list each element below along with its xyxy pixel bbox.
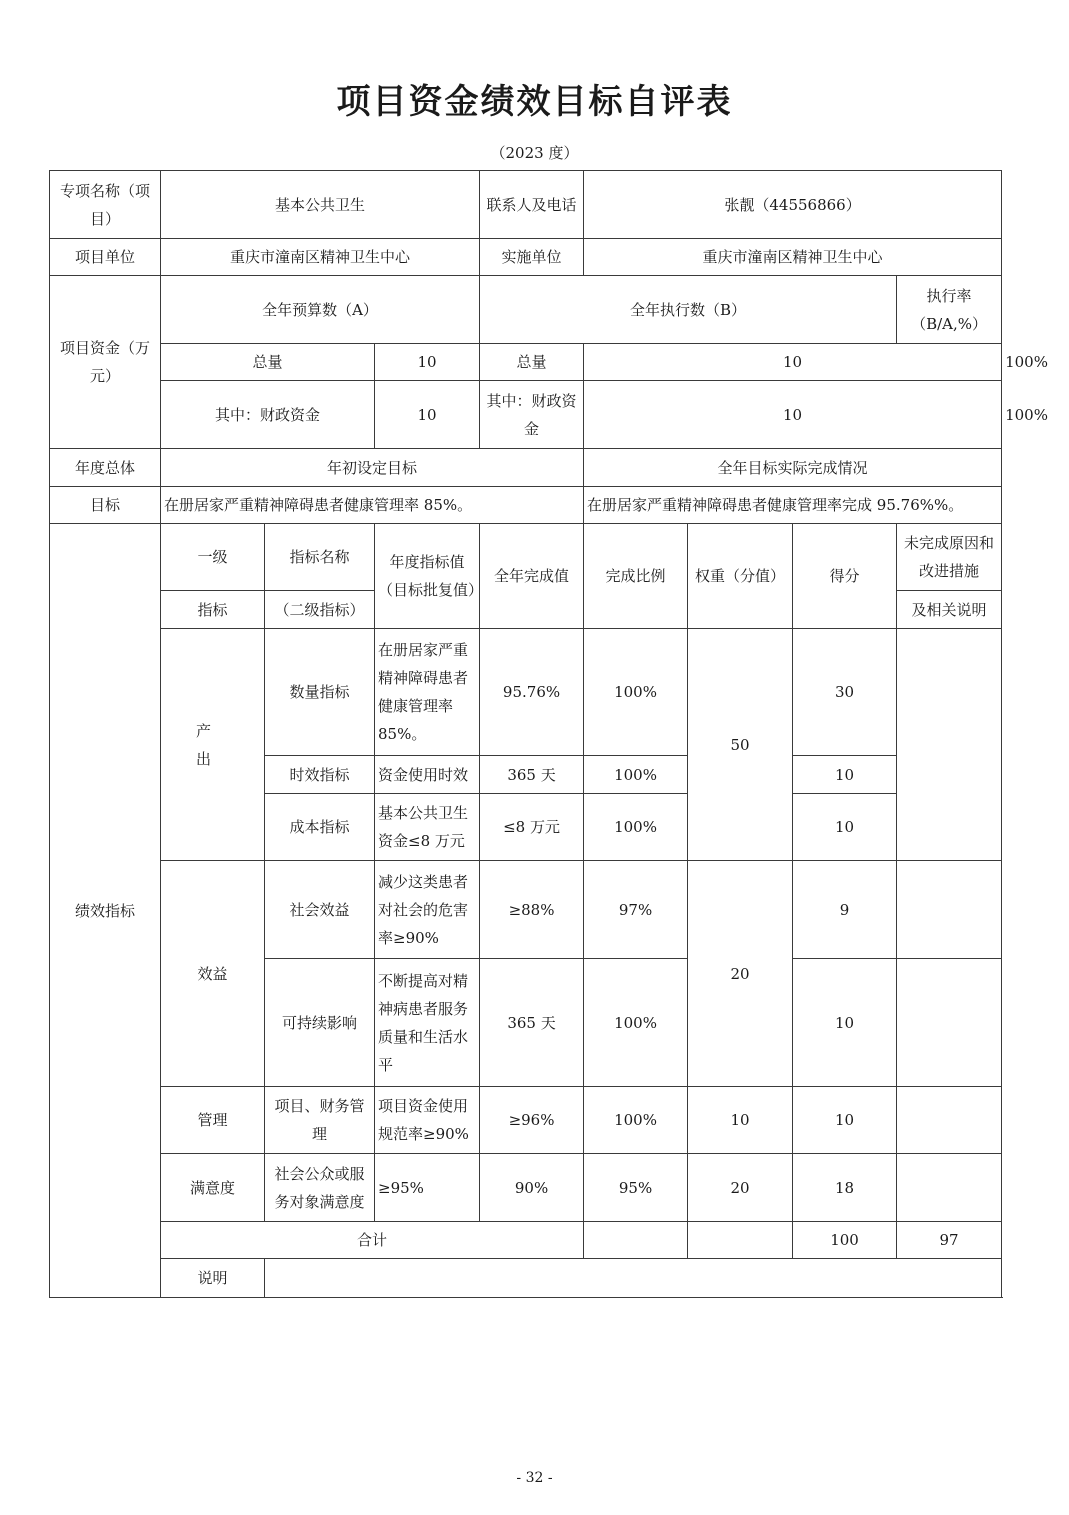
col-reason-a: 未完成原因和改进措施 <box>897 524 1002 591</box>
col-done: 全年完成值 <box>480 524 584 629</box>
indicator-name: 数量指标 <box>265 629 375 756</box>
satis-target: ≥95% <box>375 1154 480 1222</box>
indicator-done: 95.76% <box>480 629 584 756</box>
indicator-target: 资金使用时效 <box>375 756 480 794</box>
indicator-ratio: 97% <box>584 861 688 959</box>
indicator-target: 不断提高对精神病患者服务质量和生活水平 <box>375 959 480 1087</box>
total-score: 97 <box>897 1222 1002 1259</box>
indicator-score: 10 <box>793 959 897 1087</box>
indicator-score: 10 <box>793 794 897 861</box>
note-value <box>265 1259 1002 1298</box>
contact-label: 联系人及电话 <box>480 171 584 239</box>
satis-score: 18 <box>793 1154 897 1222</box>
impl-value: 重庆市潼南区精神卫生中心 <box>584 239 1002 276</box>
goal-set-text: 在册居家严重精神障碍患者健康管理率 85%。 <box>161 487 584 524</box>
indicator-name: 时效指标 <box>265 756 375 794</box>
output-weight: 50 <box>688 629 793 861</box>
indicator-ratio: 100% <box>584 959 688 1087</box>
mgmt-score: 10 <box>793 1087 897 1154</box>
benefit-weight: 20 <box>688 861 793 1087</box>
satis-level1: 满意度 <box>161 1154 265 1222</box>
goal-actual-text: 在册居家严重精神障碍患者健康管理率完成 95.76%%。 <box>584 487 1002 524</box>
perf-label: 绩效指标 <box>50 524 161 1298</box>
indicator-reason <box>897 861 1002 959</box>
col-level1-b: 指标 <box>161 591 265 629</box>
report-year: （2023 度） <box>490 144 579 162</box>
mgmt-done: ≥96% <box>480 1087 584 1154</box>
unit-label: 项目单位 <box>50 239 161 276</box>
budget-header: 全年预算数（A） <box>161 276 480 344</box>
col-target: 年度指标值（目标批复值） <box>375 524 480 629</box>
note-label: 说明 <box>161 1259 265 1298</box>
mgmt-level1: 管理 <box>161 1087 265 1154</box>
satis-weight: 20 <box>688 1154 793 1222</box>
indicator-name: 可持续影响 <box>265 959 375 1087</box>
fiscal-budget: 10 <box>375 381 480 449</box>
total-label: 总量 <box>161 344 375 381</box>
output-label: 产 出 <box>161 629 265 861</box>
project-name-value: 基本公共卫生 <box>161 171 480 239</box>
mgmt-reason <box>897 1087 1002 1154</box>
page-title: 项目资金绩效目标自评表 <box>336 82 733 122</box>
indicator-name: 成本指标 <box>265 794 375 861</box>
indicator-score: 30 <box>793 629 897 756</box>
total-row-label: 合计 <box>161 1222 584 1259</box>
satis-name: 社会公众或服务对象满意度 <box>265 1154 375 1222</box>
mgmt-weight: 10 <box>688 1087 793 1154</box>
fiscal-label: 其中：财政资金 <box>161 381 375 449</box>
indicator-done: ≤8 万元 <box>480 794 584 861</box>
total-weight: 100 <box>793 1222 897 1259</box>
goal-set-header: 年初设定目标 <box>161 449 584 487</box>
total-done <box>584 1222 688 1259</box>
indicator-done: ≥88% <box>480 861 584 959</box>
impl-label: 实施单位 <box>480 239 584 276</box>
satis-reason <box>897 1154 1002 1222</box>
indicator-reason <box>897 959 1002 1087</box>
col-weight: 权重（分值） <box>688 524 793 629</box>
satis-done: 90% <box>480 1154 584 1222</box>
indicator-ratio: 100% <box>584 629 688 756</box>
benefit-label: 效益 <box>161 861 265 1087</box>
col-name-b: （二级指标） <box>265 591 375 629</box>
indicator-name: 社会效益 <box>265 861 375 959</box>
contact-value: 张靓（44556866） <box>584 171 1002 239</box>
goal-actual-header: 全年目标实际完成情况 <box>584 449 1002 487</box>
indicator-done: 365 天 <box>480 756 584 794</box>
total-budget: 10 <box>375 344 480 381</box>
indicator-done: 365 天 <box>480 959 584 1087</box>
col-level1-a: 一级 <box>161 524 265 591</box>
goal-label-a: 年度总体 <box>50 449 161 487</box>
mgmt-name: 项目、财务管理 <box>265 1087 375 1154</box>
evaluation-table: 专项名称（项目） 基本公共卫生 联系人及电话 张靓（44556866） 项目单位 重庆市潼南区精神卫生中心 实施单位 重庆市潼南区精神卫生中心 项目资金（万元） 全年预算数（A） 全年执行数（B） 执行率（B/A,%） 总量 10 总量 10 100% 其中：财政资金 10 其中：财政资金 10 100% 年度总体 年初设定目标 全年目标实际完成情况 目标 在册居家严重精神障碍患者健康管理率 85%。 在册居家严重精神障碍患者健康管理率完成 95.76%%。 绩效指标 一级 指标名称 年度指标值（目标批复值） 全年完成值 完成比例 权重（分值） 得分 未完成原因和改进措施 指标 （二级指标） 及相关说明 产 出 数量指标 在册居家严重精神障碍患者健康管理率85%。 95.76% 100% 50 30 时效指标 资金使用时效 365 天 100% 10 成本指标 基本公共卫生资金≤8 万元 ≤8 万元 100% 10 效益 社会效益 减少这类患者对社会的危害率≥90% ≥88% 97% 20 9 可持续影响 不断提高对精神病患者服务质量和生活水平 365 天 100% 10 管理 项目、财务管理 项目资金使用规范率≥90% ≥96% 100% 10 10 满意度 社会公众或服务对象满意度 ≥95% 90% 95% 20 18 合计 100 97 说明 <box>49 170 1002 1298</box>
indicator-target: 基本公共卫生资金≤8 万元 <box>375 794 480 861</box>
mgmt-target: 项目资金使用规范率≥90% <box>375 1087 480 1154</box>
total-exec: 10 <box>584 344 1002 381</box>
indicator-score: 9 <box>793 861 897 959</box>
fiscal-label-exec: 其中：财政资金 <box>480 381 584 449</box>
funds-label: 项目资金（万元） <box>50 276 161 449</box>
goal-label-b: 目标 <box>50 487 161 524</box>
total-label-exec: 总量 <box>480 344 584 381</box>
col-name-a: 指标名称 <box>265 524 375 591</box>
indicator-ratio: 100% <box>584 756 688 794</box>
satis-ratio: 95% <box>584 1154 688 1222</box>
unit-value: 重庆市潼南区精神卫生中心 <box>161 239 480 276</box>
col-ratio: 完成比例 <box>584 524 688 629</box>
indicator-score: 10 <box>793 756 897 794</box>
col-score: 得分 <box>793 524 897 629</box>
total-ratio <box>688 1222 793 1259</box>
indicator-ratio: 100% <box>584 794 688 861</box>
fiscal-exec: 10 <box>584 381 1002 449</box>
indicator-target: 在册居家严重精神障碍患者健康管理率85%。 <box>375 629 480 756</box>
col-reason-b: 及相关说明 <box>897 591 1002 629</box>
page-number: - 32 - <box>516 1470 553 1486</box>
exec-header: 全年执行数（B） <box>480 276 897 344</box>
rate-header: 执行率（B/A,%） <box>897 276 1002 344</box>
mgmt-ratio: 100% <box>584 1087 688 1154</box>
project-name-label: 专项名称（项目） <box>50 171 161 239</box>
indicator-target: 减少这类患者对社会的危害率≥90% <box>375 861 480 959</box>
output-reason <box>897 629 1002 861</box>
